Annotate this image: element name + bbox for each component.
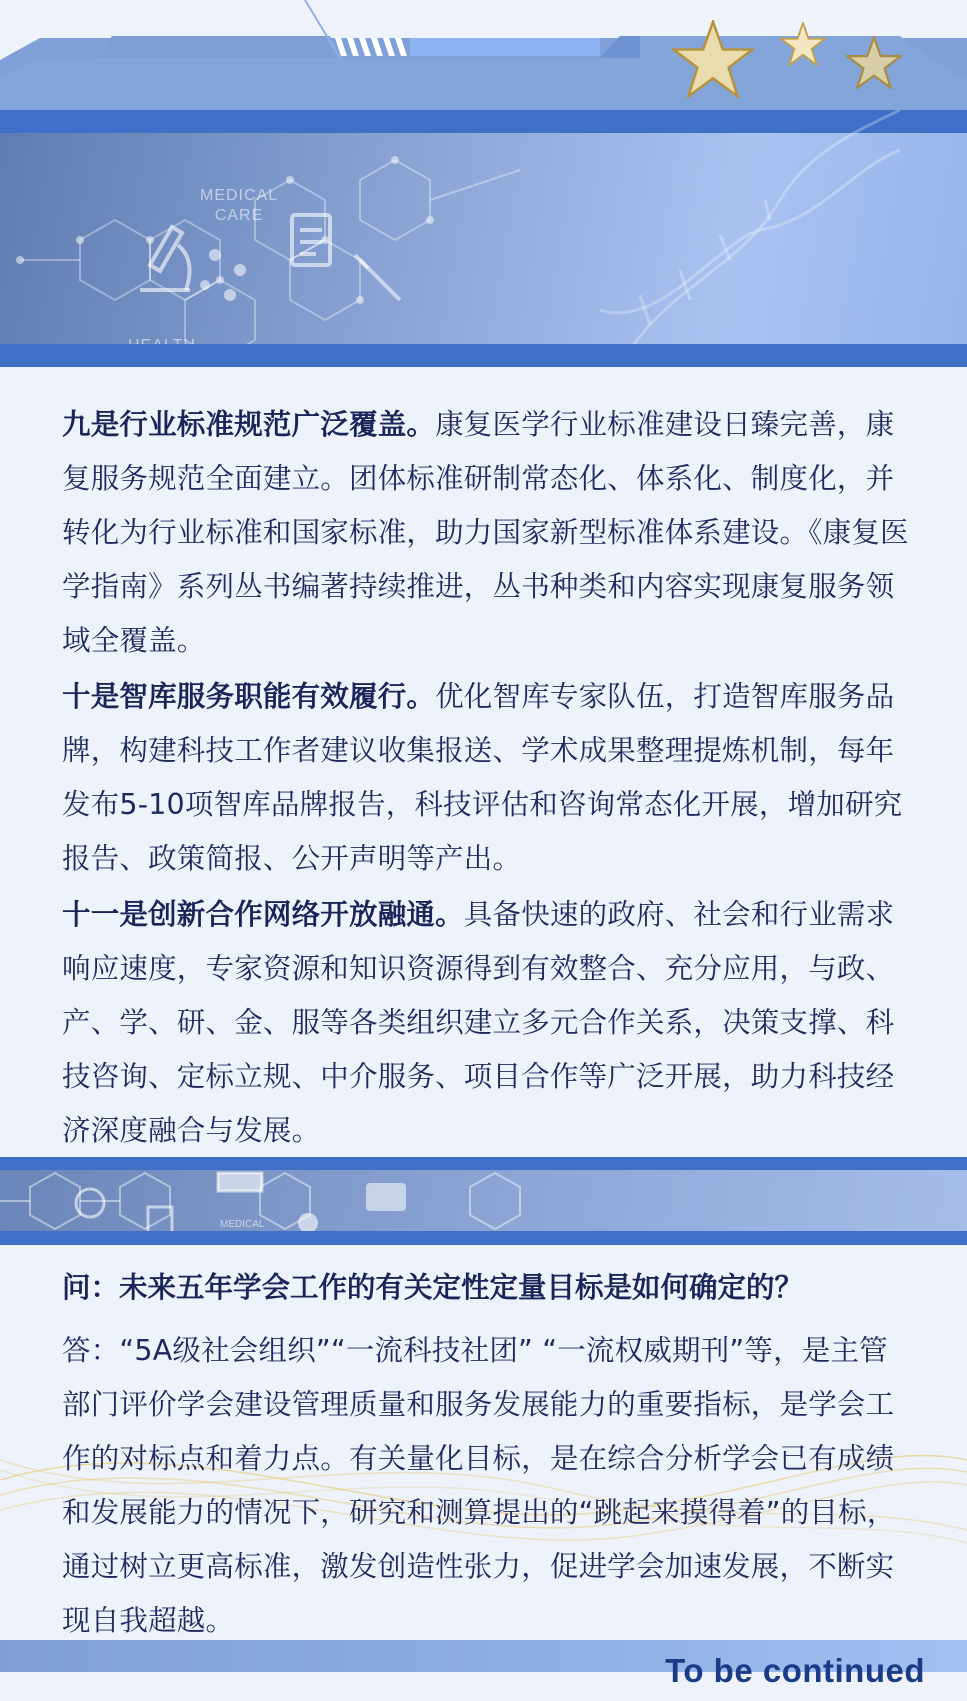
- section-paragraph: [62, 670, 912, 886]
- section-lead: 十是智库服务职能有效履行。: [62, 680, 436, 713]
- medical-banner: [0, 110, 967, 367]
- medical-kit-icon: [366, 1183, 406, 1211]
- qa-section: [62, 1264, 912, 1648]
- section-body: 康复医学行业标准建设日臻完善，康复服务规范全面建立。团体标准研制常态化、体系化、制度化，并转化为行业标准和国家标准，助力国家新型标准体系建设。《康复医学指南》系列丛书编著持续推进，丛书种类和内容实现康复服务领域全覆盖。: [62, 408, 909, 657]
- article-content: [62, 398, 912, 1158]
- qa-answer: 答：“5A级社会组织”“一流科技社团” “一流权威期刊”等，是主管部门评价学会建设管理质量和服务发展能力的重要指标，是学会工作的对标点和着力点。有关量化目标，是在综合分析学会已有成绩和发展能力的情况下，研究和测算提出的“跳起来摸得着”的目标，通过树立更高标准，激发创造性张力，促进学会加速发展，不断实现自我超越。: [62, 1334, 896, 1637]
- section-body: 具备快速的政府、社会和行业需求响应速度，专家资源和知识资源得到有效整合、充分应用，与政、产、学、研、金、服等各类组织建立多元合作关系，决策支撑、科技咨询、定标立规、中介服务、项目合作等广泛开展，助力科技经济深度融合与发展。: [62, 898, 895, 1147]
- section-divider-banner: [0, 1157, 967, 1245]
- person-icon: [298, 1213, 318, 1233]
- section-lead: 九是行业标准规范广泛覆盖。: [62, 408, 436, 441]
- section-lead: 十一是创新合作网络开放融通。: [62, 898, 464, 931]
- section-body: 优化智库专家队伍，打造智库服务品牌，构建科技工作者建议收集报送、学术成果整理提炼机制，每年发布5-10项智库品牌报告，科技评估和咨询常态化开展，增加研究报告、政策简报、公开声明等产出。: [62, 680, 903, 875]
- star-icon: [780, 22, 826, 66]
- banner-label-medical-care: [200, 186, 278, 226]
- monitor-icon: [218, 1173, 262, 1191]
- banner-label-line-2: CARE: [214, 207, 264, 224]
- molecule-network-graphic: [0, 110, 967, 367]
- section-paragraph: [62, 398, 912, 668]
- section-paragraph: [62, 888, 912, 1158]
- divider-bottom-bar: [0, 1231, 967, 1245]
- divider-label: MEDICAL: [220, 1219, 265, 1230]
- banner-bottom-bar: [0, 344, 967, 367]
- molecule-icon: [200, 249, 246, 301]
- to-be-continued-label: To be continued: [665, 1652, 925, 1689]
- dna-helix-graphic: [600, 110, 900, 367]
- star-icon: [846, 36, 902, 89]
- banner-label-line-1: MEDICAL: [200, 187, 279, 204]
- star-icon: [672, 20, 754, 98]
- qa-question: 问：未来五年学会工作的有关定性定量目标是如何确定的？: [62, 1271, 804, 1304]
- syringe-icon: [355, 255, 400, 300]
